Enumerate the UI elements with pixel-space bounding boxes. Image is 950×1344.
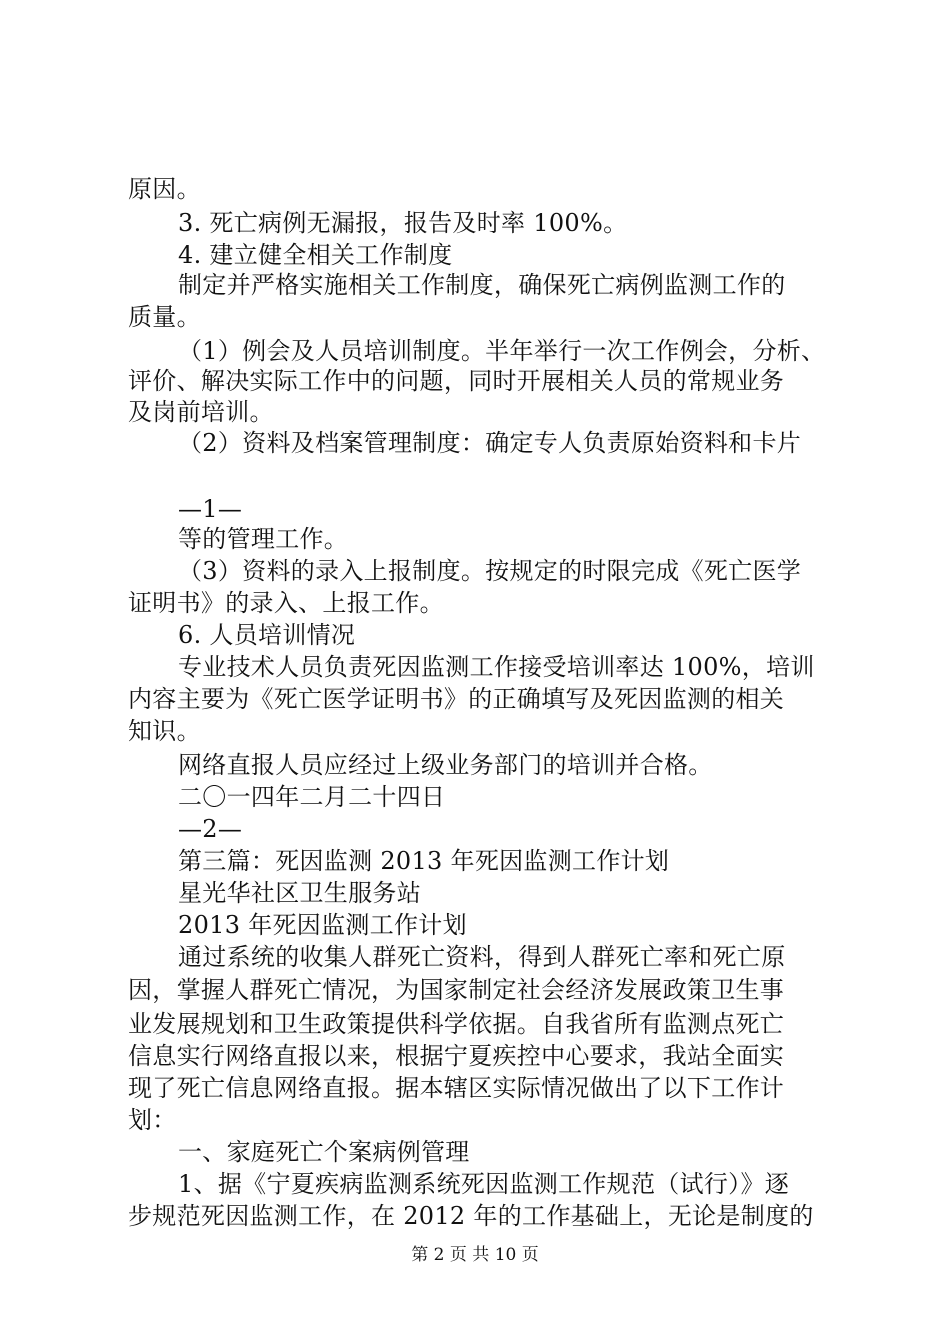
text-line: 及岗前培训。 [128, 398, 274, 426]
section-title: 第三篇：死因监测 2013 年死因监测工作计划 [178, 847, 670, 875]
date-line: 二〇一四年二月二十四日 [178, 783, 446, 811]
text-line: （2）资料及档案管理制度：确定专人负责原始资料和卡片 [178, 429, 802, 457]
text-line: 知识。 [128, 717, 201, 745]
text-line: 内容主要为《死亡医学证明书》的正确填写及死因监测的相关 [128, 685, 785, 713]
text-line: 证明书》的录入、上报工作。 [128, 589, 444, 617]
section-heading: 一、家庭死亡个案病例管理 [178, 1138, 470, 1166]
text-line: 等的管理工作。 [178, 525, 349, 553]
text-line: 现了死亡信息网络直报。据本辖区实际情况做出了以下工作计 [128, 1074, 785, 1102]
text-line: 制定并严格实施相关工作制度，确保死亡病例监测工作的 [178, 271, 786, 299]
text-line: 4. 建立健全相关工作制度 [178, 241, 453, 269]
page-footer: 第 2 页 共 10 页 [411, 1245, 539, 1265]
text-line: 质量。 [128, 303, 201, 331]
text-line: 1、据《宁夏疾病监测系统死因监测工作规范（试行）》逐 [178, 1170, 790, 1198]
page-number-marker: —1— [178, 495, 243, 523]
text-line: 通过系统的收集人群死亡资料，得到人群死亡率和死亡原 [178, 943, 786, 971]
text-line: （1）例会及人员培训制度。半年举行一次工作例会，分析、 [178, 337, 826, 365]
organization-name: 星光华社区卫生服务站 [178, 879, 421, 907]
text-line: 因，掌握人群死亡情况，为国家制定社会经济发展政策卫生事 [128, 976, 785, 1004]
text-line: 评价、解决实际工作中的问题，同时开展相关人员的常规业务 [128, 367, 785, 395]
text-line: 原因。 [128, 175, 201, 203]
text-line: 业发展规划和卫生政策提供科学依据。自我省所有监测点死亡 [128, 1010, 785, 1038]
text-line: 信息实行网络直报以来，根据宁夏疾控中心要求，我站全面实 [128, 1042, 785, 1070]
text-line: 专业技术人员负责死因监测工作接受培训率达 100%，培训 [178, 653, 815, 681]
plan-title: 2013 年死因监测工作计划 [178, 911, 467, 939]
text-line: 3. 死亡病例无漏报，报告及时率 100%。 [178, 209, 628, 237]
text-line: 划： [128, 1106, 177, 1134]
text-line: 步规范死因监测工作，在 2012 年的工作基础上，无论是制度的 [128, 1202, 814, 1230]
text-line: （3）资料的录入上报制度。按规定的时限完成《死亡医学 [178, 557, 802, 585]
text-line: 6. 人员培训情况 [178, 621, 356, 649]
page-number-marker: —2— [178, 815, 243, 843]
text-line: 网络直报人员应经过上级业务部门的培训并合格。 [178, 751, 713, 779]
